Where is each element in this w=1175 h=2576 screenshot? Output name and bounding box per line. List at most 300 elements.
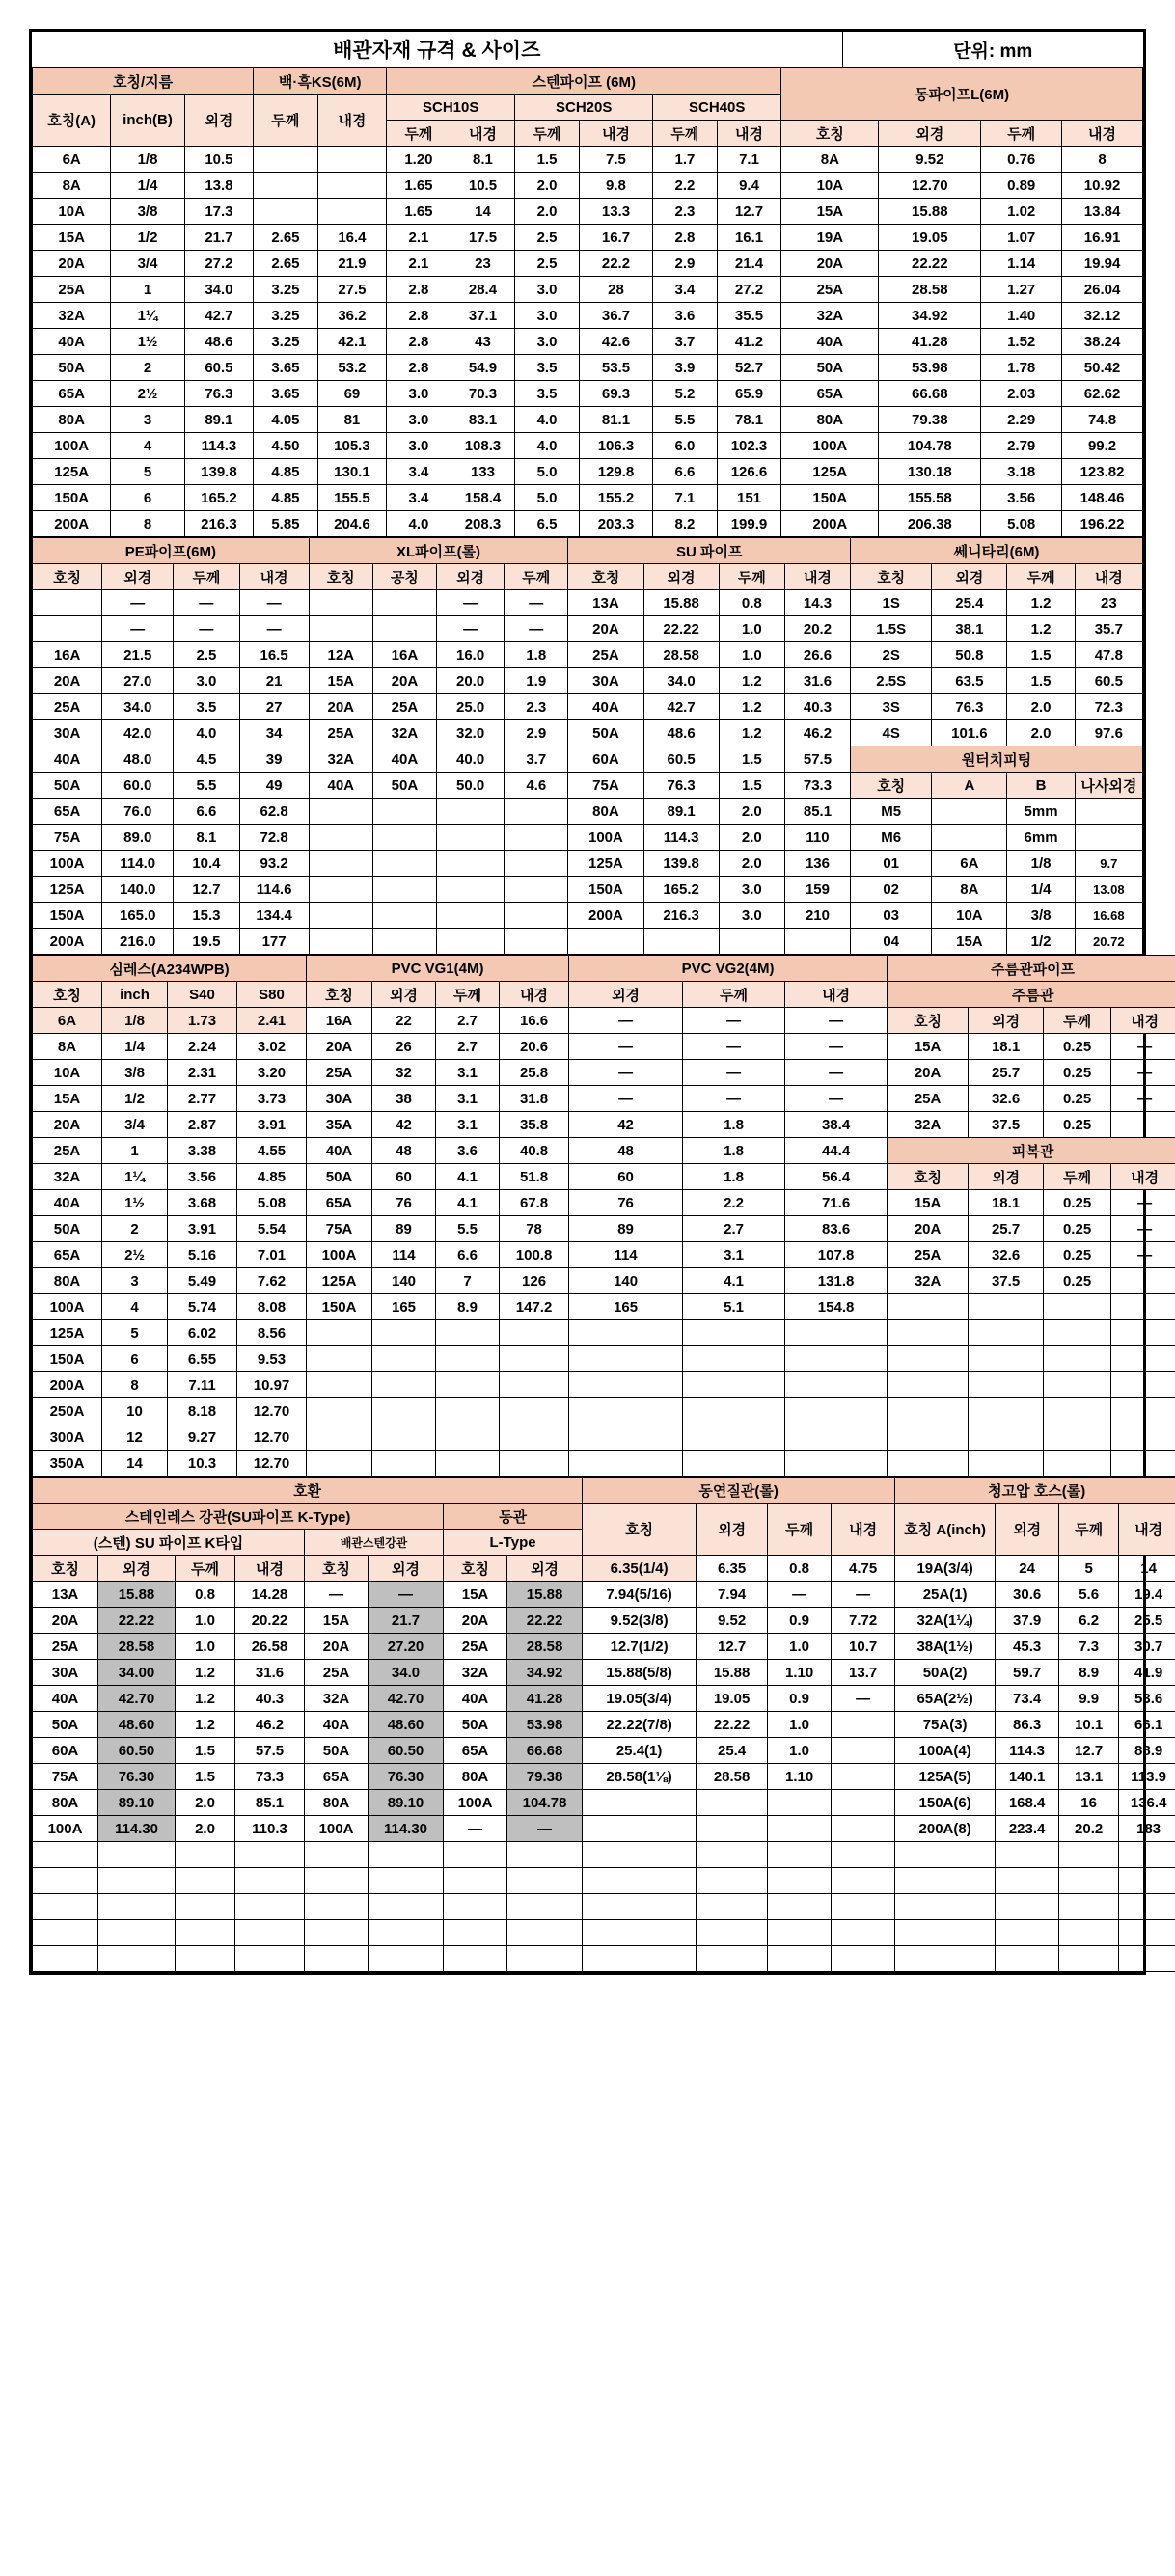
- data-cell: 34: [239, 720, 309, 746]
- group-label: SU 파이프: [568, 538, 851, 564]
- data-cell: 123.82: [1062, 459, 1143, 485]
- data-cell: 69: [317, 381, 386, 407]
- data-cell: 15A: [932, 929, 1007, 955]
- data-cell: [1044, 1451, 1111, 1477]
- data-cell: 78: [500, 1216, 569, 1242]
- data-cell: 37.5: [969, 1268, 1044, 1294]
- data-cell: 42.70: [369, 1686, 444, 1712]
- data-cell: 17.3: [184, 199, 253, 225]
- data-cell: 12.7: [174, 877, 239, 903]
- data-cell: 89.1: [643, 799, 719, 825]
- data-cell: [1059, 1946, 1119, 1972]
- data-cell: 37.1: [451, 303, 515, 329]
- data-cell: 32A: [372, 720, 436, 746]
- col-header: 내경: [317, 95, 386, 147]
- data-cell: —: [832, 1582, 895, 1608]
- data-cell: 107.8: [785, 1242, 888, 1268]
- data-cell: 60.5: [184, 355, 253, 381]
- data-cell: 147.2: [500, 1294, 569, 1320]
- data-cell: 0.9: [768, 1686, 832, 1712]
- data-cell: 2.5S: [851, 668, 932, 694]
- data-cell: 외경: [969, 1008, 1044, 1034]
- data-cell: [969, 1346, 1044, 1372]
- data-cell: 100A: [307, 1242, 372, 1268]
- data-cell: 3.1: [436, 1086, 500, 1112]
- data-cell: 50.8: [932, 642, 1007, 668]
- data-cell: 13A: [33, 1582, 98, 1608]
- table-row: [33, 642, 1143, 668]
- col-header: 호칭(A): [33, 95, 111, 147]
- data-cell: 3.25: [254, 329, 318, 355]
- data-cell: 76: [372, 1190, 436, 1216]
- data-cell: 3.0: [719, 877, 784, 903]
- data-cell: 155.5: [317, 485, 386, 511]
- sub-header: SCH10S: [387, 95, 515, 121]
- data-cell: 10.1: [1059, 1712, 1119, 1738]
- data-cell: 1.0: [719, 616, 784, 642]
- data-cell: 65A: [33, 381, 111, 407]
- data-cell: 199.9: [717, 511, 781, 537]
- data-cell: 42.70: [98, 1686, 176, 1712]
- block2-group-row: [33, 538, 1143, 564]
- group-label: 청고압 호스(롤): [895, 1478, 1175, 1504]
- data-cell: 125A: [568, 851, 643, 877]
- col-header: 호칭: [568, 564, 643, 590]
- data-cell: [369, 1920, 444, 1946]
- col-header: 호칭: [307, 982, 372, 1008]
- data-cell: 26.58: [235, 1634, 305, 1660]
- data-cell: 72.3: [1075, 694, 1142, 720]
- data-cell: [583, 1946, 697, 1972]
- data-cell: 3.91: [168, 1216, 237, 1242]
- data-cell: 0.8: [719, 590, 784, 616]
- col-header: 두께: [1059, 1504, 1119, 1556]
- data-cell: 3.20: [237, 1060, 307, 1086]
- data-cell: 3.65: [254, 381, 318, 407]
- data-cell: [768, 1842, 832, 1868]
- data-cell: [500, 1372, 569, 1398]
- col-header: 두께: [387, 121, 451, 147]
- data-cell: 28: [579, 277, 652, 303]
- data-cell: 25A: [444, 1634, 507, 1660]
- data-cell: 2½: [111, 381, 184, 407]
- data-cell: 154.8: [785, 1294, 888, 1320]
- data-cell: 1.65: [387, 173, 451, 199]
- data-cell: [305, 1868, 369, 1894]
- col-header: 호칭: [33, 982, 102, 1008]
- data-cell: 25A: [33, 1138, 102, 1164]
- data-cell: 4.85: [237, 1164, 307, 1190]
- data-cell: 9.27: [168, 1424, 237, 1451]
- data-cell: 5.0: [515, 485, 580, 511]
- data-cell: 25A: [372, 694, 436, 720]
- data-cell: 12.7(1/2): [583, 1634, 697, 1660]
- data-cell: 3.0: [387, 381, 451, 407]
- data-cell: [309, 929, 372, 955]
- data-cell: 139.8: [184, 459, 253, 485]
- data-cell: 0.76: [981, 147, 1062, 173]
- col-header: 내경: [239, 564, 309, 590]
- data-cell: 2.29: [981, 407, 1062, 433]
- data-cell: 140.0: [102, 877, 174, 903]
- data-cell: [307, 1398, 372, 1424]
- col-header: S80: [237, 982, 307, 1008]
- data-cell: [768, 1868, 832, 1894]
- data-cell: 42: [569, 1112, 683, 1138]
- table-row: [33, 277, 1143, 303]
- table-row: [33, 1268, 1175, 1294]
- data-cell: [768, 1816, 832, 1842]
- data-cell: [176, 1842, 235, 1868]
- data-cell: 25A: [307, 1060, 372, 1086]
- data-cell: —: [785, 1034, 888, 1060]
- block4-col-row: [33, 1556, 1175, 1582]
- data-cell: 139.8: [643, 851, 719, 877]
- block1-table: [32, 68, 1143, 537]
- data-cell: 67.8: [500, 1190, 569, 1216]
- data-cell: [832, 1816, 895, 1842]
- data-cell: 16.1: [717, 225, 781, 251]
- data-cell: 155.58: [879, 485, 981, 511]
- data-cell: 20A: [444, 1608, 507, 1634]
- data-cell: [33, 1920, 98, 1946]
- data-cell: 100A: [781, 433, 879, 459]
- data-cell: 76.3: [184, 381, 253, 407]
- col-header: 내경: [235, 1556, 305, 1582]
- data-cell: 59.7: [996, 1660, 1059, 1686]
- data-cell: 114.30: [98, 1816, 176, 1842]
- data-cell: 7.94: [697, 1582, 768, 1608]
- data-cell: —: [239, 590, 309, 616]
- data-cell: 10.3: [168, 1451, 237, 1477]
- data-cell: 1.73: [168, 1008, 237, 1034]
- data-cell: [683, 1346, 785, 1372]
- data-cell: 8.18: [168, 1398, 237, 1424]
- data-cell: 1.07: [981, 225, 1062, 251]
- data-cell: 32A: [888, 1112, 969, 1138]
- data-cell: 22.22: [98, 1608, 176, 1634]
- col-header: 내경: [1075, 564, 1142, 590]
- data-cell: —: [505, 616, 568, 642]
- data-cell: 25.5: [1119, 1608, 1175, 1634]
- data-cell: 0.8: [176, 1582, 235, 1608]
- data-cell: [507, 1842, 583, 1868]
- data-cell: 105.3: [317, 433, 386, 459]
- data-cell: 13.8: [184, 173, 253, 199]
- col-header: 공칭: [372, 564, 436, 590]
- data-cell: 14: [102, 1451, 168, 1477]
- data-cell: 2.5: [515, 251, 580, 277]
- data-cell: 114.6: [239, 877, 309, 903]
- data-cell: 6mm: [1007, 825, 1075, 851]
- data-cell: 2.3: [653, 199, 718, 225]
- block4-table: [32, 1477, 1175, 1972]
- table-row: [33, 1294, 1175, 1320]
- page-title: 배관자재 규격 & 사이즈: [32, 32, 842, 68]
- data-cell: 89.0: [102, 825, 174, 851]
- data-cell: 7.94(5/16): [583, 1582, 697, 1608]
- data-cell: 32A: [33, 1164, 102, 1190]
- data-cell: 5mm: [1007, 799, 1075, 825]
- data-cell: 165: [372, 1294, 436, 1320]
- data-cell: [372, 877, 436, 903]
- table-row: [33, 1190, 1175, 1216]
- data-cell: 74.8: [1062, 407, 1143, 433]
- data-cell: [507, 1946, 583, 1972]
- col-header: 호칭: [309, 564, 372, 590]
- data-cell: 27.20: [369, 1634, 444, 1660]
- data-cell: 76.0: [102, 799, 174, 825]
- data-cell: 04: [851, 929, 932, 955]
- data-cell: 2.9: [505, 720, 568, 746]
- data-cell: [305, 1894, 369, 1920]
- data-cell: 호칭: [888, 1164, 969, 1190]
- data-cell: 86.3: [996, 1712, 1059, 1738]
- sub-header: SCH20S: [515, 95, 653, 121]
- data-cell: 80A: [33, 1268, 102, 1294]
- data-cell: [895, 1842, 996, 1868]
- block3-head: [33, 956, 1175, 1008]
- table-row: [33, 1608, 1175, 1634]
- data-cell: 42.1: [317, 329, 386, 355]
- data-cell: 16.91: [1062, 225, 1143, 251]
- data-cell: 1.5: [515, 147, 580, 173]
- group-label: 동파이프L(6M): [781, 68, 1143, 121]
- data-cell: 22.22(7/8): [583, 1712, 697, 1738]
- data-cell: 8.9: [436, 1294, 500, 1320]
- data-cell: [569, 1424, 683, 1451]
- data-cell: 39: [239, 746, 309, 773]
- data-cell: 50A: [372, 773, 436, 799]
- data-cell: 34.0: [369, 1660, 444, 1686]
- data-cell: [969, 1320, 1044, 1346]
- data-cell: 76.3: [932, 694, 1007, 720]
- data-cell: 10A: [932, 903, 1007, 929]
- data-cell: 1.8: [683, 1164, 785, 1190]
- data-cell: 60: [372, 1164, 436, 1190]
- data-cell: [307, 1424, 372, 1451]
- col-header: 외경: [643, 564, 719, 590]
- data-cell: [1119, 1868, 1175, 1894]
- data-cell: 8A: [33, 1034, 102, 1060]
- data-cell: 6.0: [653, 433, 718, 459]
- data-cell: [98, 1946, 176, 1972]
- data-cell: 1.0: [768, 1738, 832, 1764]
- data-cell: 1.5: [1007, 642, 1075, 668]
- data-cell: —: [785, 1008, 888, 1034]
- data-cell: 45.3: [996, 1634, 1059, 1660]
- block2-body: [33, 590, 1143, 955]
- data-cell: 3.4: [387, 485, 451, 511]
- data-cell: [305, 1842, 369, 1868]
- data-cell: 62.62: [1062, 381, 1143, 407]
- data-cell: —: [102, 616, 174, 642]
- data-cell: 65.9: [717, 381, 781, 407]
- data-cell: 6: [102, 1346, 168, 1372]
- data-cell: 3.1: [683, 1242, 785, 1268]
- table-row: [33, 1034, 1175, 1060]
- data-cell: 28.58(1⅛): [583, 1764, 697, 1790]
- data-cell: 140.1: [996, 1764, 1059, 1790]
- data-cell: 3S: [851, 694, 932, 720]
- table-row: [33, 303, 1143, 329]
- data-cell: [444, 1920, 507, 1946]
- group-label: 심레스(A234WPB): [33, 956, 307, 982]
- data-cell: 38A(1½): [895, 1634, 996, 1660]
- data-cell: 2.1: [387, 251, 451, 277]
- data-cell: 30.7: [1119, 1634, 1175, 1660]
- data-cell: [768, 1894, 832, 1920]
- table-row: [33, 1582, 1175, 1608]
- data-cell: 3.25: [254, 277, 318, 303]
- data-cell: [307, 1346, 372, 1372]
- block2-table: [32, 537, 1143, 955]
- table-row: [33, 147, 1143, 173]
- data-cell: 10A: [33, 1060, 102, 1086]
- data-cell: [1111, 1268, 1175, 1294]
- data-cell: 5.6: [1059, 1582, 1119, 1608]
- data-cell: 28.58: [879, 277, 981, 303]
- data-cell: [372, 1320, 436, 1346]
- data-cell: 3/4: [102, 1112, 168, 1138]
- data-cell: [235, 1894, 305, 1920]
- data-cell: 5: [1059, 1556, 1119, 1582]
- data-cell: 1: [102, 1138, 168, 1164]
- data-cell: 3.6: [436, 1138, 500, 1164]
- data-cell: 32A: [309, 746, 372, 773]
- data-cell: 200A: [33, 929, 102, 955]
- data-cell: 216.3: [643, 903, 719, 929]
- data-cell: 150A: [781, 485, 879, 511]
- data-cell: [888, 1424, 969, 1451]
- data-cell: 1/2: [1007, 929, 1075, 955]
- data-cell: 85.1: [784, 799, 850, 825]
- data-cell: 28.4: [451, 277, 515, 303]
- data-cell: 3.7: [653, 329, 718, 355]
- data-cell: 23: [1075, 590, 1142, 616]
- data-cell: 6.02: [168, 1320, 237, 1346]
- data-cell: 89: [569, 1216, 683, 1242]
- data-cell: 80A: [781, 407, 879, 433]
- data-cell: [254, 199, 318, 225]
- data-cell: 20.22: [235, 1608, 305, 1634]
- data-cell: 75A: [33, 825, 102, 851]
- col-header: 두께: [254, 95, 318, 147]
- data-cell: 25A: [568, 642, 643, 668]
- data-cell: 4.5: [174, 746, 239, 773]
- table-row: [33, 1008, 1175, 1034]
- data-cell: [309, 799, 372, 825]
- data-cell: [444, 1868, 507, 1894]
- col-header: 두께: [515, 121, 580, 147]
- data-cell: 23: [451, 251, 515, 277]
- data-cell: 34.92: [507, 1660, 583, 1686]
- data-cell: 6A: [932, 851, 1007, 877]
- data-cell: 1.2: [176, 1686, 235, 1712]
- data-cell: 114.3: [184, 433, 253, 459]
- data-cell: 1.2: [1007, 616, 1075, 642]
- data-cell: 7.11: [168, 1372, 237, 1398]
- data-cell: 8.9: [1059, 1660, 1119, 1686]
- data-cell: 2: [111, 355, 184, 381]
- data-cell: 8.1: [174, 825, 239, 851]
- data-cell: [305, 1946, 369, 1972]
- data-cell: 37.5: [969, 1112, 1044, 1138]
- data-cell: [583, 1894, 697, 1920]
- data-cell: 32A: [33, 303, 111, 329]
- data-cell: 1/8: [1007, 851, 1075, 877]
- table-row: [33, 1894, 1175, 1920]
- data-cell: 9.53: [237, 1346, 307, 1372]
- data-cell: 73.3: [235, 1764, 305, 1790]
- data-cell: [235, 1842, 305, 1868]
- data-cell: 50A: [33, 1216, 102, 1242]
- data-cell: 66.68: [507, 1738, 583, 1764]
- data-cell: [569, 1398, 683, 1424]
- data-cell: 4.0: [387, 511, 451, 537]
- data-cell: 7.1: [717, 147, 781, 173]
- data-cell: [33, 590, 102, 616]
- data-cell: 48: [372, 1138, 436, 1164]
- data-cell: 80A: [568, 799, 643, 825]
- data-cell: 2.65: [254, 225, 318, 251]
- data-cell: 216.0: [102, 929, 174, 955]
- data-cell: 130.18: [879, 459, 981, 485]
- data-cell: 100A: [33, 433, 111, 459]
- data-cell: —: [174, 590, 239, 616]
- data-cell: 12A: [309, 642, 372, 668]
- table-row: [33, 329, 1143, 355]
- table-row: [33, 851, 1143, 877]
- group-label: PVC VG1(4M): [307, 956, 569, 982]
- data-cell: 15A: [309, 668, 372, 694]
- data-cell: [583, 1920, 697, 1946]
- data-cell: [888, 1346, 969, 1372]
- data-cell: 8: [111, 511, 184, 537]
- data-cell: 53.5: [579, 355, 652, 381]
- data-cell: [683, 1451, 785, 1477]
- data-cell: 호칭: [888, 1008, 969, 1034]
- data-cell: 51.8: [500, 1164, 569, 1190]
- data-cell: 41.9: [1119, 1660, 1175, 1686]
- data-cell: [1044, 1424, 1111, 1451]
- data-cell: 1½: [111, 329, 184, 355]
- data-cell: 106.3: [579, 433, 652, 459]
- table-row: [33, 1946, 1175, 1972]
- data-cell: [697, 1946, 768, 1972]
- data-cell: 47.8: [1075, 642, 1142, 668]
- block2-head: [33, 538, 1143, 590]
- data-cell: 40A: [33, 746, 102, 773]
- block1-head: [33, 68, 1143, 147]
- data-cell: [969, 1398, 1044, 1424]
- data-cell: 48: [569, 1138, 683, 1164]
- group-label: 쎄니타리(6M): [851, 538, 1143, 564]
- data-cell: 9.52(3/8): [583, 1608, 697, 1634]
- data-cell: 36.2: [317, 303, 386, 329]
- data-cell: 10A: [33, 199, 111, 225]
- data-cell: 15.88(5/8): [583, 1660, 697, 1686]
- data-cell: [176, 1946, 235, 1972]
- data-cell: 8: [1062, 147, 1143, 173]
- col-header: 호칭: [851, 564, 932, 590]
- data-cell: 피복관: [888, 1138, 1175, 1164]
- col-header: 두께: [768, 1504, 832, 1556]
- data-cell: 0.25: [1044, 1268, 1111, 1294]
- group-label: 동연질관(롤): [583, 1478, 895, 1504]
- data-cell: 36.7: [579, 303, 652, 329]
- data-cell: 35A: [307, 1112, 372, 1138]
